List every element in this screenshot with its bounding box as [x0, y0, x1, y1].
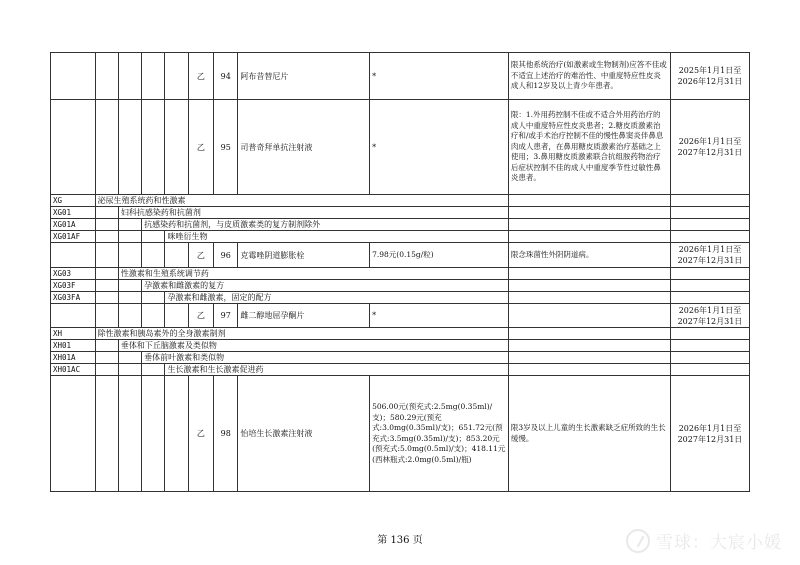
drug-name: 阿布昔替尼片 [238, 53, 370, 100]
drug-number: 97 [214, 304, 238, 328]
category-row [51, 231, 750, 243]
drug-restriction: 限：1.外用药控制不佳或不适合外用药治疗的成人中重度特应性皮炎患者；2.糖皮质激素治疗和/或手术治疗控制不佳的慢性鼻窦炎伴鼻息肉成人患者，在鼻用糖皮质激素治疗基础之上使用；3.鼻用糖皮质激素联合抗组胺药物治疗后症状控制不佳的成人中重度季节性过敏性鼻炎患者。 [508, 100, 670, 195]
category-row [51, 207, 750, 219]
category-code: XG03F [51, 280, 96, 292]
table-row [51, 243, 750, 268]
drug-period: 2026年1月1日至2027年12月31日 [670, 376, 749, 492]
drug-price: 506.00元(预充式:2.5mg(0.35ml)/支)；580.29元(预充式:3.0mg(0.35ml)/支)；651.72元(预充式:3.5mg(0.35ml)/支)；853.20元(预充式:5.0mg(0.5ml)/支)；418.11元(西林瓶式:2.0mg(0.5ml)/瓶) [370, 376, 509, 492]
category-code: XG03FA [51, 292, 96, 304]
drug-name: 司普奇拜单抗注射液 [238, 100, 370, 195]
category-code: XH01AC [51, 364, 96, 376]
table-row [51, 53, 750, 100]
snowball-logo-icon [626, 529, 650, 553]
drug-name: 怡培生长激素注射液 [238, 376, 370, 492]
drug-class: 乙 [188, 243, 213, 268]
page-number: 第 136 页 [377, 535, 423, 546]
category-row [51, 364, 750, 376]
category-label: 咪唑衍生物 [165, 231, 508, 243]
category-row [51, 195, 750, 207]
drug-name: 克霉唑阴道膨胀栓 [238, 243, 370, 268]
category-label: 生长激素和生长激素促进药 [165, 364, 508, 376]
category-row [51, 219, 750, 231]
drug-number: 94 [214, 53, 238, 100]
category-code: XH [51, 328, 96, 340]
drug-period: 2025年1月1日至2026年12月31日 [670, 53, 749, 100]
category-row [51, 340, 750, 352]
category-code: XG01A [51, 219, 96, 231]
category-label: 孕激素和雌激素的复方 [142, 280, 509, 292]
drug-name: 雌二醇地屈孕酮片 [238, 304, 370, 328]
drug-class: 乙 [188, 304, 213, 328]
table-row [51, 304, 750, 328]
drug-restriction: 限念珠菌性外阴阴道病。 [508, 243, 670, 268]
drug-price: * [370, 100, 509, 195]
drug-period: 2026年1月1日至2027年12月31日 [670, 243, 749, 268]
drug-period: 2026年1月1日至2027年12月31日 [670, 304, 749, 328]
drug-price: 7.98元(0.15g/粒) [370, 243, 509, 268]
category-row [51, 328, 750, 340]
category-label: 垂体前叶激素和类似物 [142, 352, 509, 364]
category-label: 泌尿生殖系统药和性激素 [95, 195, 508, 207]
watermark-text: 雪球：大宸小媛 [656, 533, 782, 553]
category-label: 孕激素和雌激素，固定的配方 [165, 292, 508, 304]
category-label: 性激素和生殖系统调节药 [118, 268, 508, 280]
category-code: XG01 [51, 207, 96, 219]
drug-number: 95 [214, 100, 238, 195]
drug-catalog-table [50, 52, 750, 492]
drug-period: 2026年1月1日至2027年12月31日 [670, 100, 749, 195]
drug-restriction: 限其他系统治疗(如激素或生物制剂)应答不佳或不适宜上述治疗的难治性、中重度特应性皮炎成人和12岁及以上青少年患者。 [508, 53, 670, 100]
category-code: XH01 [51, 340, 96, 352]
category-label: 妇科抗感染药和抗菌剂 [118, 207, 508, 219]
category-code: XH01A [51, 352, 96, 364]
drug-restriction: 限3岁及以上儿童的生长激素缺乏症所致的生长缓慢。 [508, 376, 670, 492]
table-row [51, 100, 750, 195]
category-row [51, 280, 750, 292]
drug-number: 98 [214, 376, 238, 492]
category-code: XG01AF [51, 231, 96, 243]
drug-class: 乙 [188, 376, 213, 492]
category-code: XG [51, 195, 96, 207]
drug-number: 96 [214, 243, 238, 268]
category-code: XG03 [51, 268, 96, 280]
table-row [51, 376, 750, 492]
drug-class: 乙 [188, 100, 213, 195]
category-row [51, 268, 750, 280]
drug-price: * [370, 53, 509, 100]
category-row [51, 352, 750, 364]
drug-restriction [508, 304, 670, 328]
category-row [51, 292, 750, 304]
drug-price: * [370, 304, 509, 328]
category-label: 除性激素和胰岛素外的全身激素制剂 [95, 328, 508, 340]
drug-class: 乙 [188, 53, 213, 100]
category-label: 垂体和下丘脑激素及类似物 [118, 340, 508, 352]
watermark [626, 528, 782, 553]
category-label: 抗感染药和抗菌剂，与皮质激素类的复方制剂除外 [142, 219, 509, 231]
